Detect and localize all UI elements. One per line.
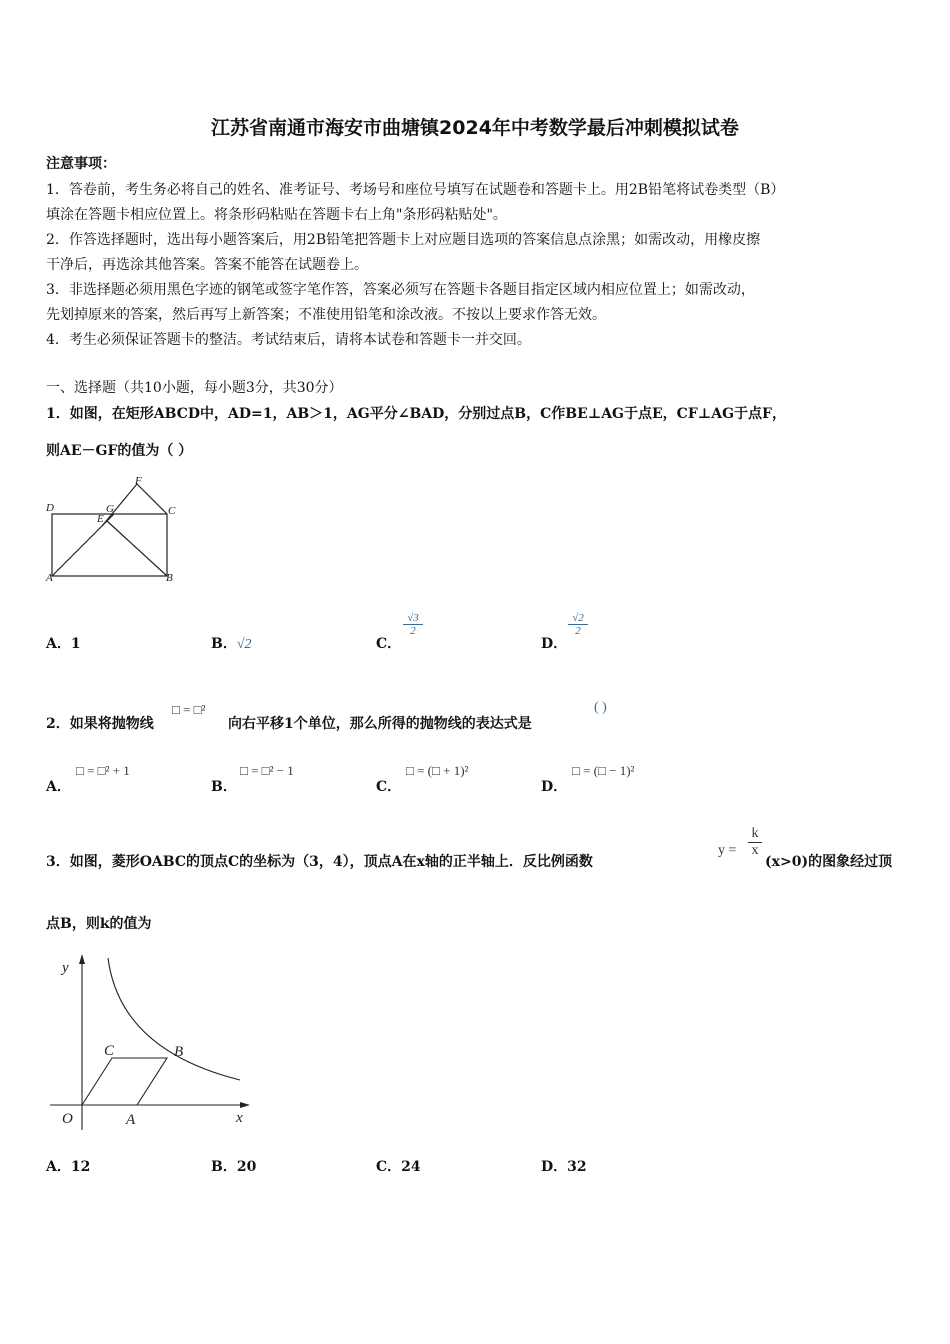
option-d[interactable] <box>541 633 567 653</box>
function-fraction <box>748 826 762 859</box>
question-2-paren: ( ) <box>594 700 607 715</box>
label-y: y <box>62 960 69 976</box>
label-e: E <box>97 513 104 525</box>
option-label: B． <box>211 779 237 795</box>
fraction-numerator: √2 <box>568 612 588 625</box>
fraction-denominator: x <box>751 843 759 858</box>
option-value: 24 <box>401 1159 421 1175</box>
label-c: C <box>168 505 176 517</box>
option-label: B． <box>211 1159 237 1175</box>
option-label: D． <box>541 1159 568 1175</box>
fraction-denominator: 2 <box>410 625 416 637</box>
option-d-fraction <box>568 612 588 637</box>
option-a-value: □ = □² + 1 <box>76 763 130 778</box>
label-d: D <box>46 502 54 514</box>
x-axis-arrow <box>240 1102 250 1108</box>
label-a: A <box>46 572 53 584</box>
hyperbola-curve <box>108 958 240 1080</box>
label-f: F <box>135 475 142 487</box>
label-x: x <box>236 1110 243 1126</box>
fraction-denominator: 2 <box>575 625 581 637</box>
label-b: B <box>166 572 173 584</box>
notice-line: 1．答卷前，考生务必将自己的姓名、准考证号、考场号和座位号填写在试题卷和答题卡上。用2B铅笔将试卷类型（B） <box>46 182 785 198</box>
option-d[interactable] <box>541 1156 587 1176</box>
option-value: 1 <box>70 636 81 652</box>
label-g: G <box>106 503 114 515</box>
option-a[interactable] <box>46 1156 90 1176</box>
option-d[interactable] <box>541 776 567 796</box>
question-2-expression: □ = □² <box>172 702 206 717</box>
option-c-fraction <box>403 612 423 637</box>
notice-line: 3．非选择题必须用黑色字迹的钢笔或签字笔作答，答案必须写在答题卡各题目指定区域内相应位置上；如需改动， <box>46 282 755 298</box>
option-a[interactable] <box>46 776 71 796</box>
option-b[interactable] <box>211 633 252 653</box>
option-value: √2 <box>236 637 252 652</box>
option-a[interactable] <box>46 633 81 653</box>
option-label: A． <box>46 636 71 652</box>
option-label: B． <box>211 636 237 652</box>
label-a: A <box>126 1112 136 1128</box>
section-heading: 一、选择题（共10小题，每小题3分，共30分） <box>46 380 343 396</box>
option-c[interactable] <box>376 633 401 653</box>
option-label: D． <box>541 636 568 652</box>
option-label: D． <box>541 779 568 795</box>
label-c: C <box>104 1043 115 1059</box>
question-3-figure <box>40 950 255 1135</box>
option-b[interactable] <box>211 1156 256 1176</box>
notice-heading: 注意事项： <box>46 156 116 172</box>
notice-line: 干净后，再选涂其他答案。答案不能答在试题卷上。 <box>46 257 368 273</box>
fraction-numerator: √3 <box>403 612 423 625</box>
option-c[interactable] <box>376 776 401 796</box>
option-label: C． <box>376 636 402 652</box>
option-label: C． <box>376 779 402 795</box>
y-axis-arrow <box>79 954 85 964</box>
option-c-value: □ = (□ + 1)² <box>406 763 469 778</box>
option-d-value: □ = (□ − 1)² <box>572 763 635 778</box>
option-value: 12 <box>70 1159 91 1175</box>
question-1-text: 则AE－GF的值为（ ） <box>46 443 193 459</box>
notice-line: 4．考生必须保证答题卡的整洁。考试结束后，请将本试卷和答题卡一并交回。 <box>46 332 531 348</box>
option-label: C． <box>376 1159 402 1175</box>
option-value: 20 <box>236 1159 257 1175</box>
option-b-value: □ = □² − 1 <box>240 763 294 778</box>
option-b[interactable] <box>211 776 237 796</box>
page-title: 江苏省南通市海安市曲塘镇2024年中考数学最后冲刺模拟试卷 <box>211 117 739 139</box>
question-3-text: 点B，则k的值为 <box>46 916 152 932</box>
question-2-prefix: 2．如果将抛物线 <box>46 716 154 732</box>
label-b: B <box>174 1044 184 1060</box>
option-value: 32 <box>567 1159 587 1175</box>
fraction-numerator: k <box>748 826 762 843</box>
question-3-text: 3．如图，菱形OABC的顶点C的坐标为（3，4），顶点A在x轴的正半轴上．反比例函数 <box>46 854 593 870</box>
notice-line: 填涂在答题卡相应位置上。将条形码粘贴在答题卡右上角"条形码粘贴处"。 <box>46 207 507 223</box>
question-1-figure <box>40 472 190 587</box>
notice-line: 2．作答选择题时，选出每小题答案后，用2B铅笔把答题卡上对应题目选项的答案信息点涂黑；如需改动，用橡皮擦 <box>46 232 761 248</box>
option-label: A． <box>46 779 71 795</box>
label-o: O <box>62 1111 73 1127</box>
question-1-text: 1．如图，在矩形ABCD中，AD=1，AB＞1，AG平分∠BAD，分别过点B，C作BE⊥AG于点E，CF⊥AG于点F， <box>46 406 786 422</box>
function-y: y = <box>718 843 737 858</box>
rhombus-oabc <box>82 1058 167 1105</box>
notice-line: 先划掉原来的答案，然后再写上新答案；不准使用铅笔和涂改液。不按以上要求作答无效。 <box>46 307 606 323</box>
question-2-middle: 向右平移1个单位，那么所得的抛物线的表达式是 <box>228 716 532 732</box>
option-c[interactable] <box>376 1156 421 1176</box>
question-3-text-tail: (x>0)的图象经过顶 <box>765 854 893 870</box>
line-be <box>107 521 167 576</box>
option-label: A． <box>46 1159 71 1175</box>
